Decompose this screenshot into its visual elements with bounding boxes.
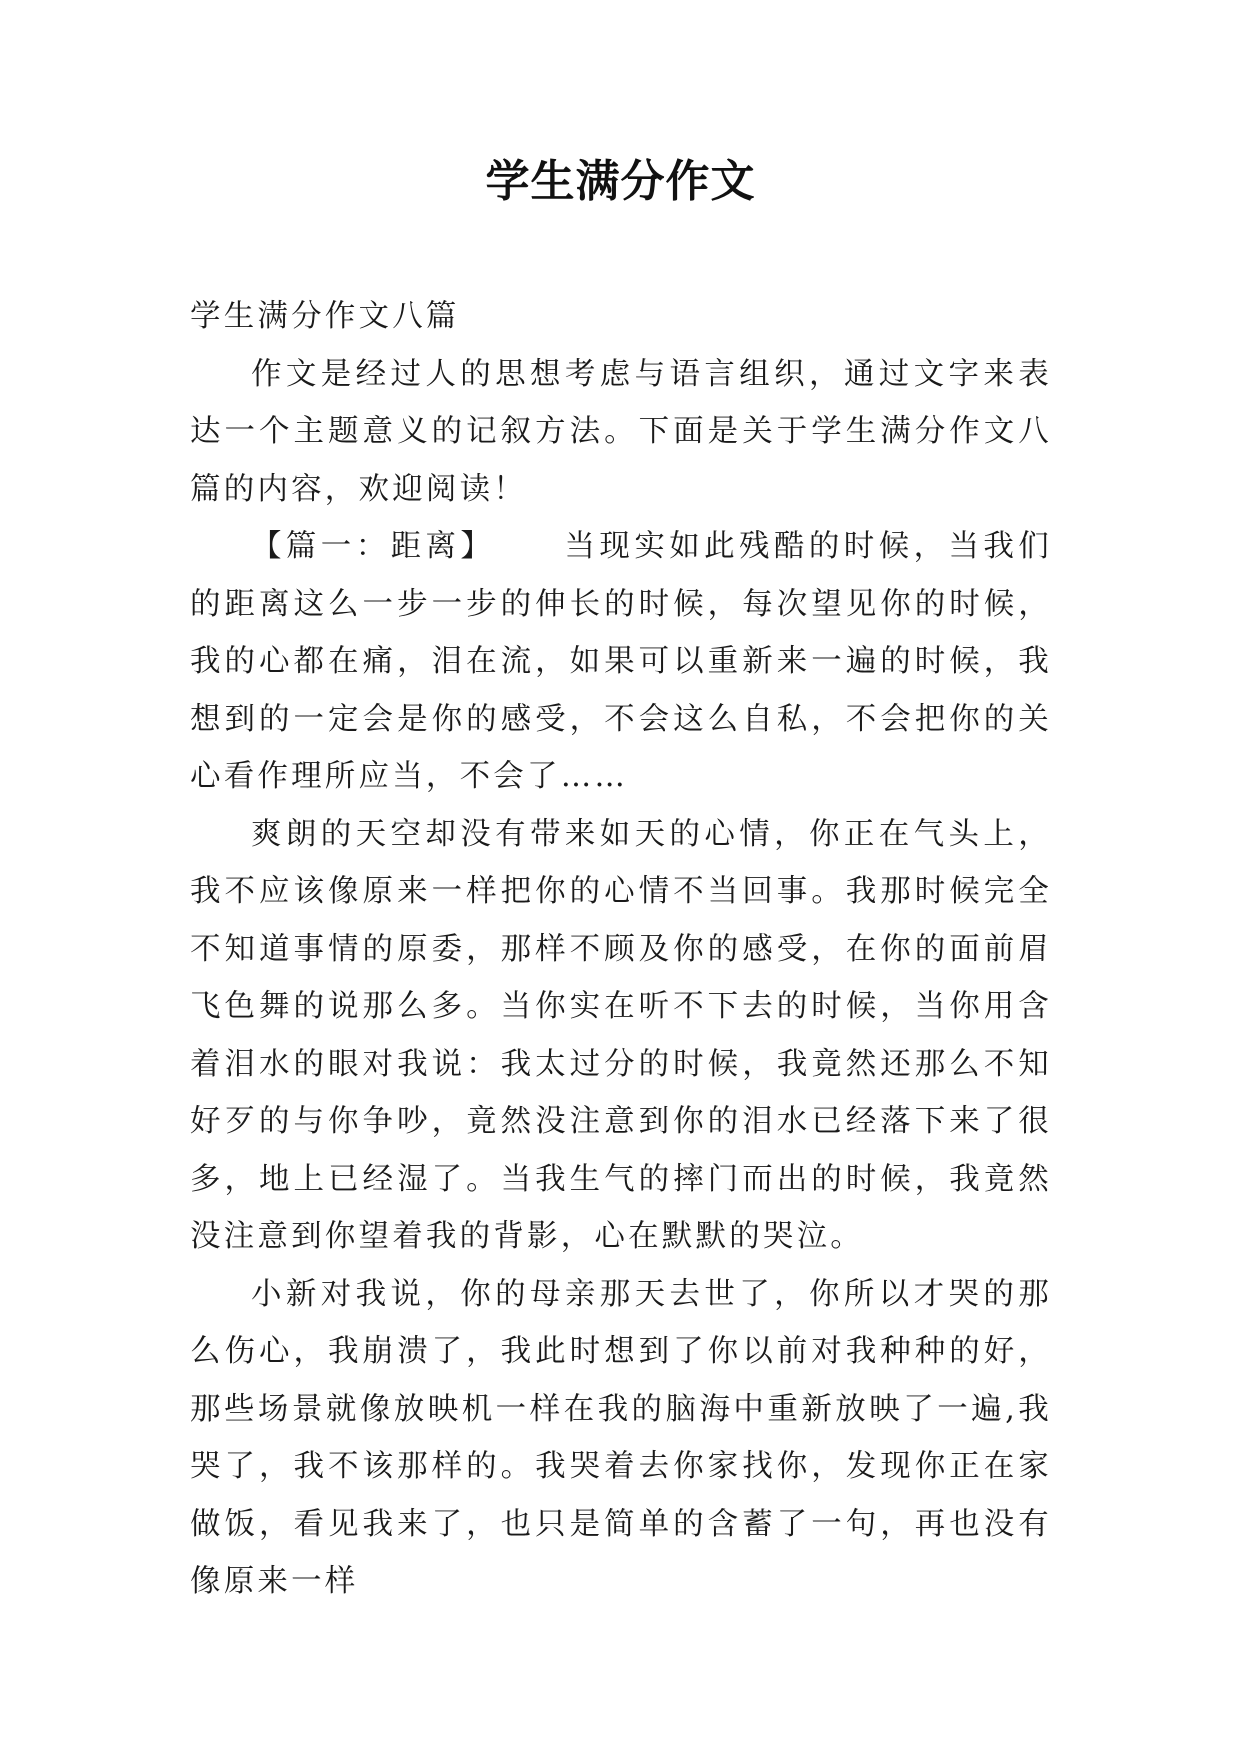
section-heading: 【篇一：距离】: [251, 529, 496, 564]
intro-paragraph: 作文是经过人的思想考虑与语言组织，通过文字来表达一个主题意义的记叙方法。下面是关于学生满分作文八篇的内容，欢迎阅读！: [190, 356, 1052, 507]
body-paragraph: 爽朗的天空却没有带来如天的心情，你正在气头上，我不应该像原来一样把你的心情不当回事。我那时候完全不知道事情的原委，那样不顾及你的感受，在你的面前眉飞色舞的说那么多。当你实在听不下去的时候，当你用含着泪水的眼对我说：我太过分的时候，我竟然还那么不知好歹的与你争吵，竟然没注意到你的泪水已经落下来了很多，地上已经湿了。当我生气的摔门而出的时候，我竟然没注意到你望着我的背影，心在默默的哭泣。: [190, 816, 1052, 1254]
document-title: 学生满分作文: [485, 156, 756, 207]
document-body: [190, 288, 1052, 1611]
document-subtitle: 学生满分作文八篇: [190, 299, 460, 334]
section-one-text: 当现实如此残酷的时候，当我们的距离这么一步一步的伸长的时候，每次望见你的时候，我的心都在痛，泪在流，如果可以重新来一遍的时候，我想到的一定会是你的感受，不会这么自私，不会把你的关心看作理所应当，不会了……: [190, 529, 1052, 794]
section-one-paragraph: [190, 518, 1052, 806]
body-paragraph: 小新对我说，你的母亲那天去世了，你所以才哭的那么伤心，我崩溃了，我此时想到了你以前对我种种的好，那些场景就像放映机一样在我的脑海中重新放映了一遍,我哭了，我不该那样的。我哭着去你家找你，发现你正在家做饭，看见我来了，也只是简单的含蓄了一句，再也没有像原来一样: [190, 1276, 1052, 1599]
